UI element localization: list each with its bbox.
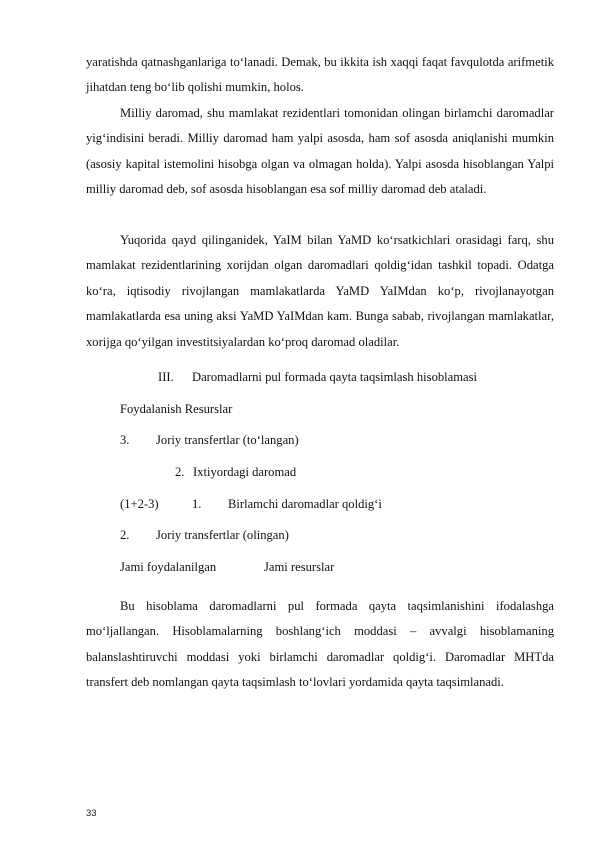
- row3-formula: (1+2-3): [120, 497, 159, 511]
- row1-text: Joriy transfertlar (to‘langan): [156, 433, 299, 447]
- section-number: III.: [158, 370, 174, 384]
- section-title: Daromadlarni pul formada qayta taqsimlash hisoblamasi: [192, 370, 478, 384]
- row4-text: Joriy transfertlar (olingan): [156, 528, 289, 542]
- paragraph-4: Bu hisoblama daromadlarni pul formada qayta taqsimlanishini ifodalashga mo‘ljallangan. Hisoblamalarning boshlang‘ich moddasi – avvalgi hisoblamaning balanslashtiruvchi moddasi yoki birlamchi daromadlar qoldig‘i. Daromadlar MHTda transfert deb nomlangan qayta taqsimlash to‘lovlari yordamida qayta taqsimlanadi.: [86, 599, 554, 690]
- paragraph-3: Yuqorida qayd qilinganidek, YaIM bilan YaMD ko‘rsatkichlari orasidagi farq, shu mamlakat rezidentlarining xorijdan olgan daromadlari qoldig‘idan tashkil topadi. Odatga ko‘ra, iqtisodiy rivojlangan mamlakatlarda YaMD YaIMdan ko‘p, rivojlanayotgan mamlakatlarda esa uning aksi YaMD YaIMdan kam. Bunga sabab, rivojlangan mamlakatlar, xorijga qo‘yilgan investitsiyalardan ko‘proq daromad oladilar.: [86, 233, 554, 349]
- row2-text: Ixtiyordagi daromad: [193, 465, 297, 479]
- paragraph-2: Milliy daromad, shu mamlakat rezidentlari tomonidan olingan birlamchi daromadlar yig‘indisini beradi. Milliy daromad ham yalpi asosda, ham sof asosda aniqlanishi mumkin (asosiy kapital istemolini hisobga olgan va olmagan holda). Yalpi asosda hisoblangan Yalpi milliy daromad deb, sof asosda hisoblangan esa sof milliy daromad deb ataladi.: [86, 106, 554, 197]
- totals-resources: Jami resurslar: [264, 560, 335, 574]
- totals-used: Jami foydalanilgan: [120, 560, 217, 574]
- row3-text: Birlamchi daromadlar qoldig‘i: [228, 497, 382, 511]
- column-headers: Foydalanish Resurslar: [120, 402, 233, 416]
- row1-number: 3.: [120, 433, 130, 447]
- row3-number: 1.: [192, 497, 202, 511]
- row4-number: 2.: [120, 528, 130, 542]
- page-number: 33: [86, 808, 97, 819]
- paragraph-1: yaratishda qatnashganlariga to‘lanadi. Demak, bu ikkita ish xaqqi faqat favqulotda arifmetik jihatdan teng bo‘lib qolishi mumkin, holos.: [86, 55, 554, 95]
- row2-number: 2.: [175, 465, 185, 479]
